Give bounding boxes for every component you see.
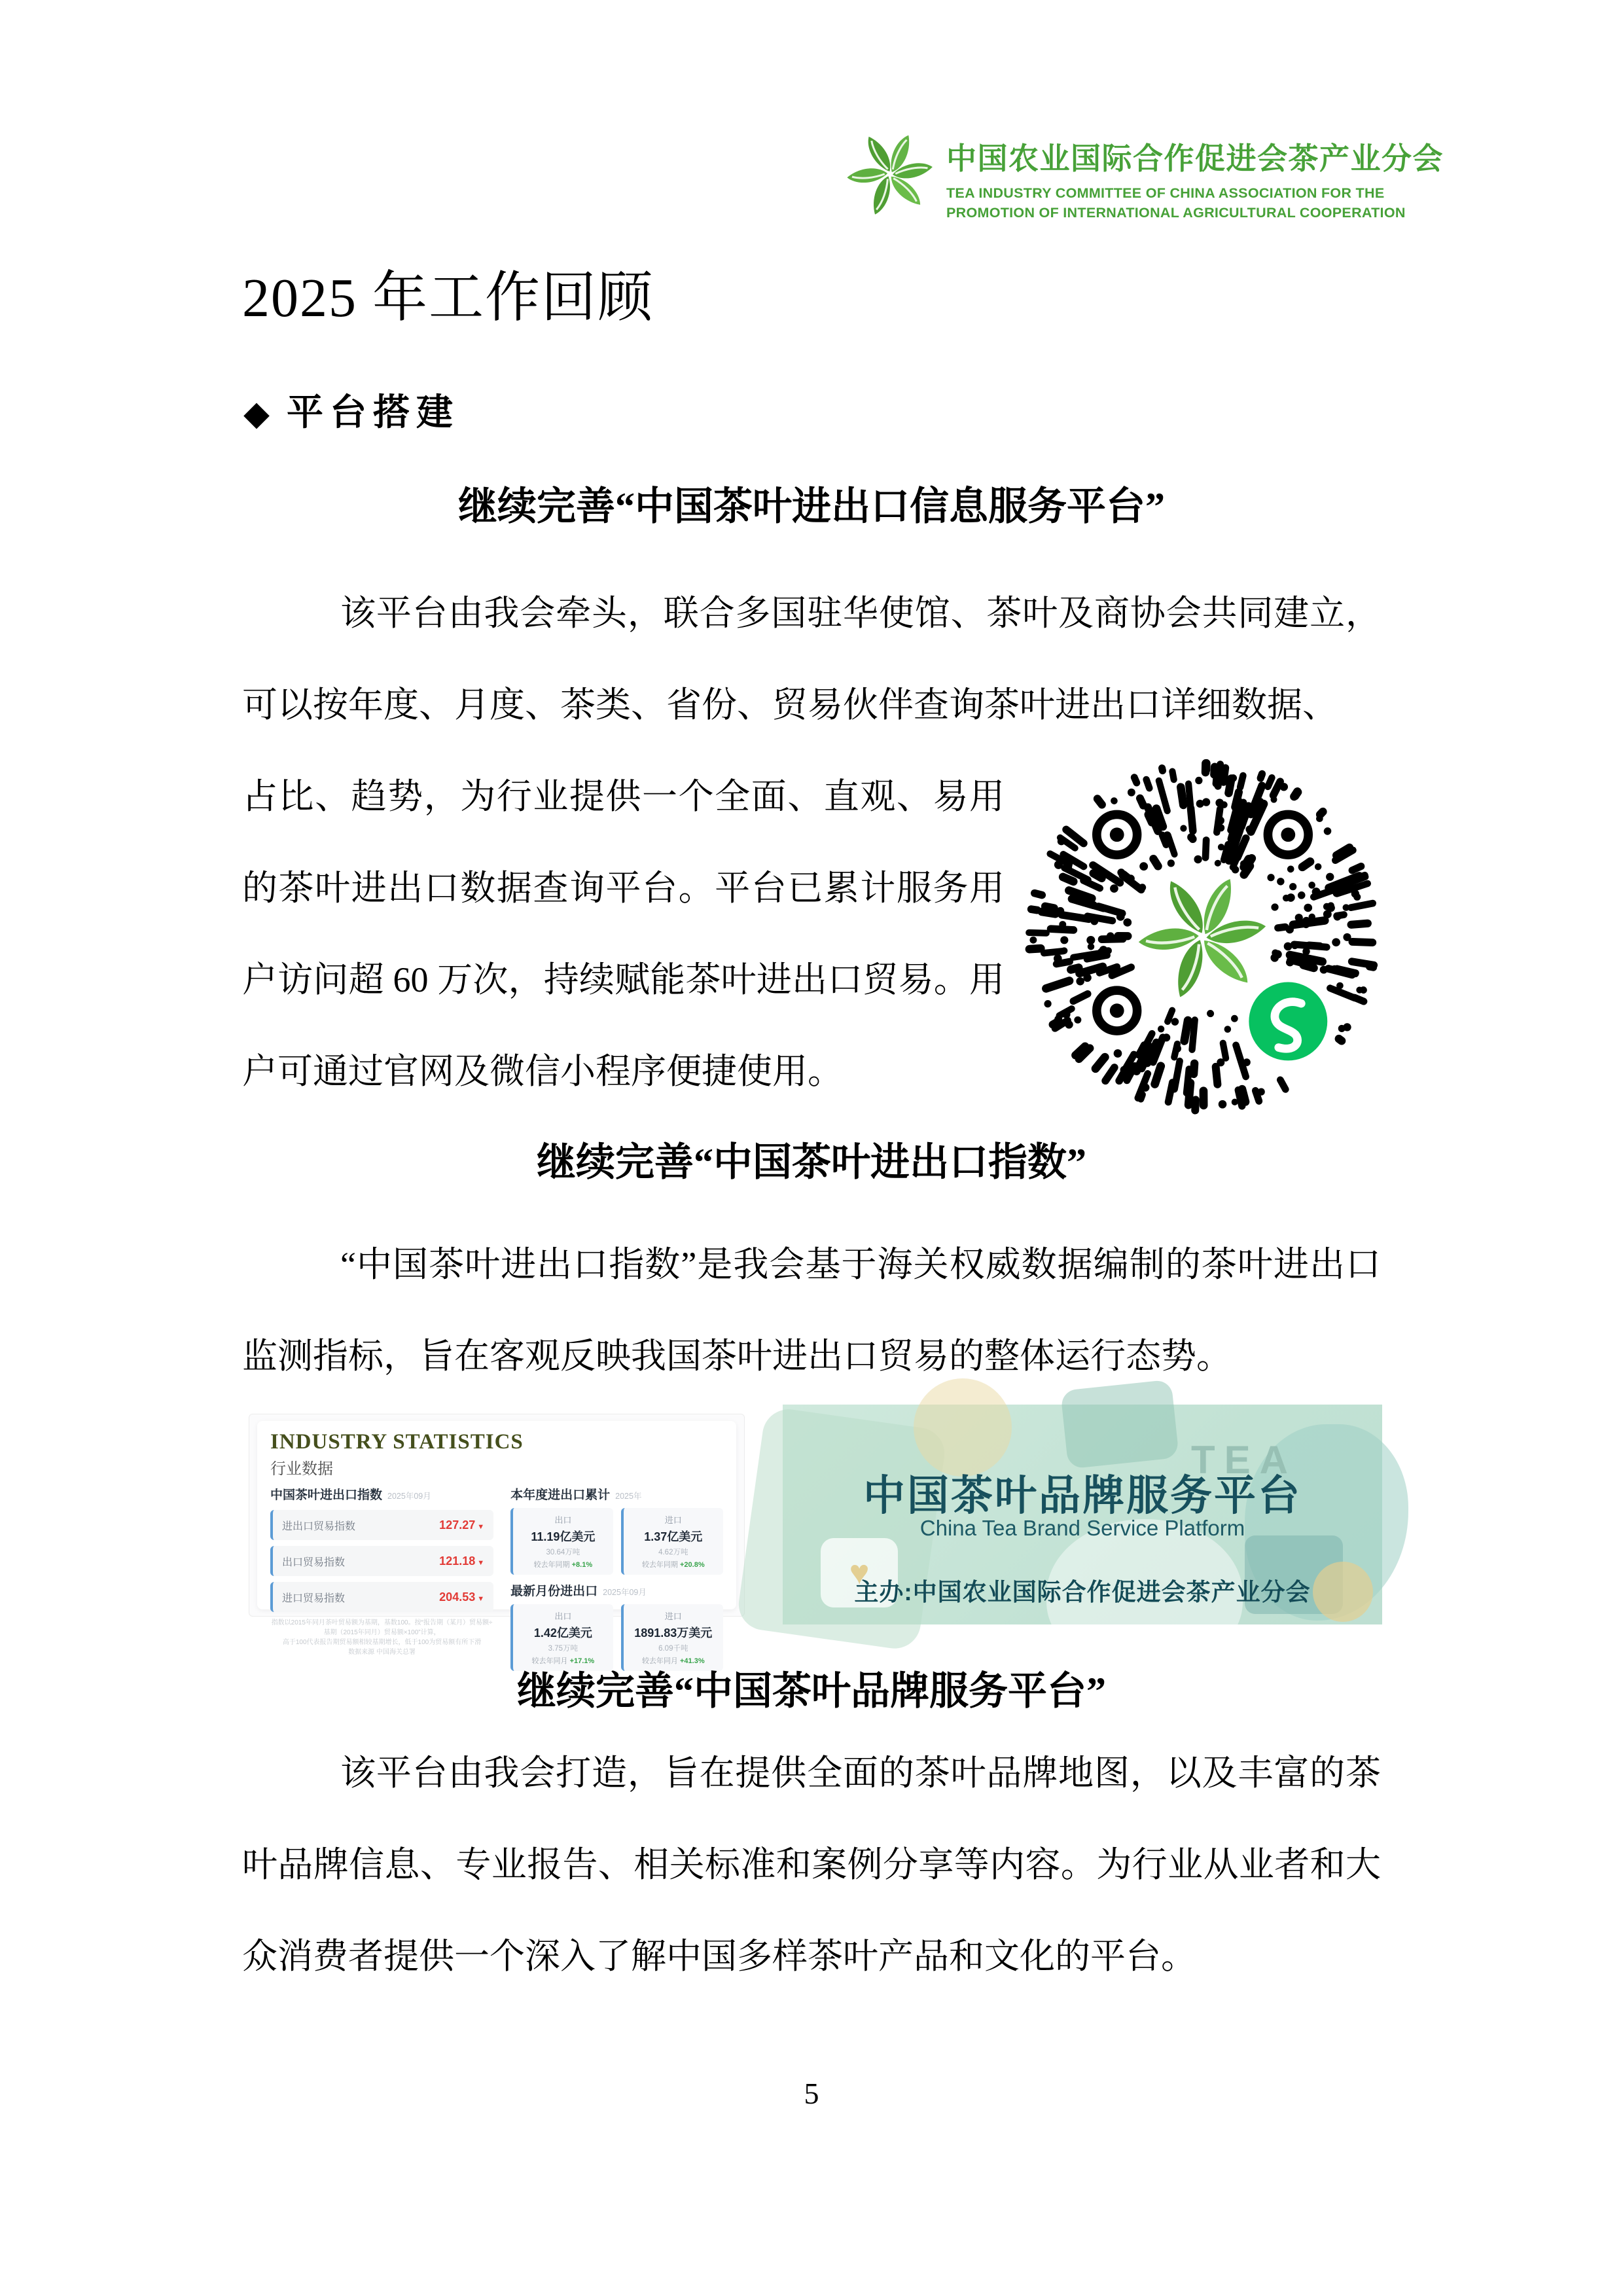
card-direction: 出口 xyxy=(554,1515,572,1525)
banner-decor-shape xyxy=(1060,1379,1179,1469)
card-amount: 11.19亿美元 xyxy=(531,1530,596,1543)
index-row-value: 121.18 xyxy=(439,1554,476,1568)
stats-index-column xyxy=(270,1485,493,1677)
index-row-value: 127.27 xyxy=(439,1518,476,1532)
index-row-value: 204.53 xyxy=(439,1590,476,1604)
banner-title: 中国茶叶品牌服务平台 xyxy=(863,1472,1302,1519)
org-name-en xyxy=(946,183,1444,223)
heading-index: 继续完善“中国茶叶进出口指数” xyxy=(537,1141,1086,1184)
stats-data-source: 数据来源 中国海关总署 xyxy=(348,1649,416,1656)
index-section-title: 中国茶叶进出口指数 xyxy=(270,1488,383,1502)
section-title: 平台搭建 xyxy=(287,393,459,433)
card-amount: 1.42亿美元 xyxy=(533,1626,592,1640)
brand-platform-banner xyxy=(783,1405,1382,1624)
index-row-label: 进出口贸易指数 xyxy=(282,1520,356,1532)
card-volume: 6.09千吨 xyxy=(658,1645,688,1653)
wechat-logo-icon xyxy=(1249,982,1327,1061)
stats-title-en: INDUSTRY STATISTICS xyxy=(270,1430,524,1454)
page-number: 5 xyxy=(804,2077,819,2110)
qr-dash-pattern xyxy=(1029,763,1374,1110)
org-name-cn: 中国农业国际合作促进会茶产业分会 xyxy=(946,141,1444,175)
card-direction: 进口 xyxy=(664,1515,682,1525)
ytd-export-card xyxy=(510,1508,613,1575)
stats-footnote xyxy=(270,1618,493,1657)
stats-totals-column xyxy=(510,1485,723,1677)
down-arrow-icon: ▼ xyxy=(477,1558,485,1567)
card-change-label: 较去年同月 xyxy=(531,1657,568,1665)
card-amount: 1891.83万美元 xyxy=(634,1626,713,1640)
card-change-label: 较去年同期 xyxy=(641,1561,678,1569)
index-row-label: 进口贸易指数 xyxy=(282,1592,346,1604)
page-title: 2025 年工作回顾 xyxy=(242,268,654,329)
stats-footnote-line1: 指数以2015年同月茶叶贸易额为基期，基数100。按“报告期（某月）贸易额÷基期（2015年同月）贸易额×100”计算， xyxy=(271,1619,493,1636)
org-name-en-line2: PROMOTION OF INTERNATIONAL AGRICULTURAL COOPERATION xyxy=(946,205,1406,221)
down-arrow-icon: ▼ xyxy=(477,1522,485,1531)
banner-host-line: 主办:中国农业国际合作促进会茶产业分会 xyxy=(854,1579,1311,1605)
stats-card xyxy=(257,1421,736,1665)
card-change-value: +17.1% xyxy=(569,1657,595,1665)
stats-title-cn: 行业数据 xyxy=(270,1460,333,1478)
wechat-miniprogram-qr-code xyxy=(1024,759,1381,1115)
card-change-value: +8.1% xyxy=(571,1561,593,1569)
index-row-label: 出口贸易指数 xyxy=(282,1556,346,1568)
banner-subtitle: China Tea Brand Service Platform xyxy=(919,1516,1245,1540)
industry-statistics-screenshot xyxy=(249,1414,745,1665)
banner-heart-bubble-icon: ♥ xyxy=(821,1538,898,1607)
card-volume: 30.64万吨 xyxy=(546,1549,580,1556)
heading-info-platform: 继续完善“中国茶叶进出口信息服务平台” xyxy=(458,485,1165,528)
month-section-period: 2025年09月 xyxy=(603,1588,647,1597)
index-row xyxy=(270,1582,493,1612)
org-text xyxy=(946,124,1444,223)
card-change-label: 较去年同月 xyxy=(641,1657,678,1665)
down-arrow-icon: ▼ xyxy=(477,1594,485,1603)
card-direction: 出口 xyxy=(554,1611,572,1621)
paragraph-3: 该平台由我会打造，旨在提供全面的茶叶品牌地图，以及丰富的茶叶品牌信息、专业报告、相关标准和案例分享等内容。为行业从业者和大众消费者提供一个深入了解中国多样茶叶产品和文化的平台。 xyxy=(242,1753,1381,1976)
card-change-label: 较去年同期 xyxy=(533,1561,570,1569)
org-logo xyxy=(844,124,1444,224)
tea-watermark: TEA xyxy=(1191,1438,1297,1482)
qr-eye-top-right xyxy=(1268,814,1308,855)
org-name-en-line1: TEA INDUSTRY COMMITTEE OF CHINA ASSOCIATION FOR THE xyxy=(946,185,1385,201)
card-volume: 4.62万吨 xyxy=(658,1549,688,1556)
qr-center-leaf-icon xyxy=(1138,877,1266,999)
tea-leaf-logo-icon xyxy=(844,124,936,224)
month-export-card xyxy=(510,1604,613,1671)
month-section-title: 最新月份进出口 xyxy=(510,1585,598,1598)
ytd-import-card xyxy=(621,1508,723,1575)
stats-footnote-line2: 高于100代表报告期贸易额相较基期增长，低于100为贸易额有所下滑 xyxy=(282,1639,482,1646)
index-row xyxy=(270,1510,493,1540)
card-change-value: +41.3% xyxy=(680,1657,705,1665)
qr-eye-bottom-left xyxy=(1097,990,1137,1031)
card-change-value: +20.8% xyxy=(680,1561,705,1569)
paragraph-1-part-a: 该平台由我会牵头，联合多国驻华使馆、茶叶及商协会共同建立，可以按年度、月度、茶类、省份、贸易伙伴查询茶叶进出口详细数据、 xyxy=(242,594,1381,725)
qr-eye-top-left xyxy=(1097,814,1137,855)
heading-brand-platform: 继续完善“中国茶叶品牌服务平台” xyxy=(517,1670,1106,1713)
paragraph-2: “中国茶叶进出口指数”是我会基于海关权威数据编制的茶叶进出口监测指标，旨在客观反映我国茶叶进出口贸易的整体运行态势。 xyxy=(242,1245,1381,1376)
ytd-section-title: 本年度进出口累计 xyxy=(510,1488,611,1502)
card-amount: 1.37亿美元 xyxy=(644,1530,703,1543)
section-heading xyxy=(243,384,459,436)
diamond-bullet-icon: ◆ xyxy=(243,395,270,433)
card-direction: 进口 xyxy=(664,1611,682,1621)
index-section-period: 2025年09月 xyxy=(387,1492,431,1501)
month-import-card xyxy=(621,1604,723,1671)
index-row xyxy=(270,1546,493,1576)
card-volume: 3.75万吨 xyxy=(548,1645,579,1653)
paragraph-1-part-b-text: 占比、趋势，为行业提供一个全面、直观、易用的茶叶进出口数据查询平台。平台已累计服务用户访问超 60 万次，持续赋能茶叶进出口贸易。用户可通过官网及微信小程序便捷使用。 xyxy=(242,777,1005,1091)
ytd-section-period: 2025年 xyxy=(615,1492,642,1501)
paragraph-1-part-b xyxy=(242,751,1381,1131)
